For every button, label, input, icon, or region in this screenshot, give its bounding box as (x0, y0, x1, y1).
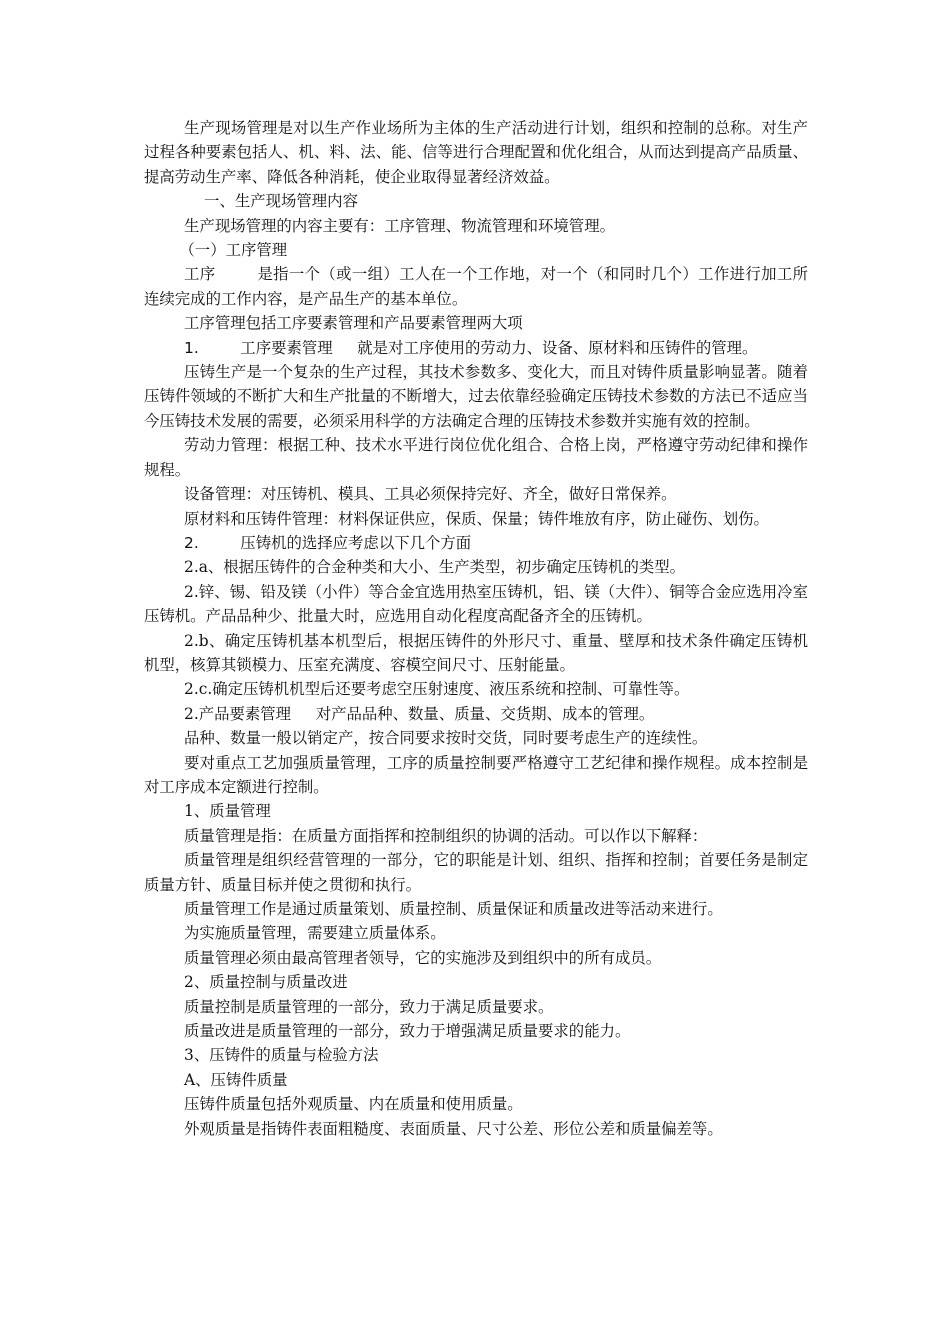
paragraph-die-casting: 压铸生产是一个复杂的生产过程，其技术参数多、变化大，而且对铸件质量影响显著。随着压铸件领域的不断扩大和生产批量的不断增大，过去依靠经验确定压铸技术参数的方法已不适应当今压铸技术发展的需要，必须采用科学的方法确定合理的压铸技术参数并实施有效的控制。 (144, 363, 808, 430)
paragraph-item-1 (144, 336, 808, 360)
paragraph-intro: 生产现场管理是对以生产作业场所为主体的生产活动进行计划，组织和控制的总称。对生产过程各种要素包括人、机、料、法、能、信等进行合理配置和优化组合，从而达到提高产品质量、提高劳动生产率、降低各种消耗，使企业取得显著经济效益。 (144, 119, 808, 186)
item-number-2: 2. (184, 533, 199, 552)
paragraph-quality-control: 质量控制是质量管理的一部分，致力于满足质量要求。 (184, 997, 554, 1016)
heading-quality-management: 1、质量管理 (184, 802, 271, 821)
paragraph-process-definition (144, 262, 808, 311)
subsection-heading-process: （一）工序管理 (179, 241, 288, 260)
paragraph-product-elements (144, 702, 808, 726)
paragraph-quality-function: 质量管理是组织经营管理的一部分，它的职能是计划、组织、指挥和控制；首要任务是制定质量方针、质量目标并使之贯彻和执行。 (144, 851, 808, 894)
item-number-1: 1. (184, 338, 199, 357)
paragraph-appearance-quality: 外观质量是指铸件表面粗糙度、表面质量、尺寸公差、形位公差和质量偏差等。 (184, 1119, 723, 1138)
paragraph-equipment: 设备管理：对压铸机、模具、工具必须保持完好、齐全，做好日常保养。 (184, 485, 677, 504)
paragraph-quality-improvement: 质量改进是质量管理的一部分，致力于增强满足质量要求的能力。 (184, 1022, 631, 1041)
paragraph-key-processes: 要对重点工艺加强质量管理，工序的质量控制要严格遵守工艺纪律和操作规程。成本控制是对工序成本定额进行控制。 (144, 753, 808, 796)
document-body (144, 116, 808, 1141)
item-title-1: 工序要素管理 (240, 338, 333, 357)
paragraph-quality-activities: 质量管理工作是通过质量策划、质量控制、质量保证和质量改进等活动来进行。 (184, 900, 723, 918)
term-process: 工序 (184, 265, 216, 284)
product-elements-text: 对产品品种、数量、质量、交货期、成本的管理。 (315, 704, 655, 723)
paragraph-variety-quantity: 品种、数量一般以销定产，按合同要求按时交货，同时要考虑生产的连续性。 (184, 729, 708, 748)
paragraph-quality-leadership: 质量管理必须由最高管理者领导，它的实施涉及到组织中的所有成员。 (184, 948, 662, 967)
paragraph-process-management: 工序管理包括工序要素管理和产品要素管理两大项 (184, 314, 523, 333)
paragraph-2a: 2.a、根据压铸件的合金种类和大小、生产类型，初步确定压铸机的类型。 (184, 558, 686, 577)
heading-casting-quality-a: A、压铸件质量 (184, 1070, 288, 1089)
item-title-2: 压铸机的选择应考虑以下几个方面 (240, 533, 472, 552)
paragraph-quality-definition: 质量管理是指：在质量方面指挥和控制组织的协调的活动。可以作以下解释： (184, 826, 708, 845)
paragraph-contents: 生产现场管理的内容主要有：工序管理、物流管理和环境管理。 (184, 216, 615, 235)
product-elements-title: 2.产品要素管理 (184, 704, 292, 723)
paragraph-materials: 原材料和压铸件管理：材料保证供应，保质、保量；铸件堆放有序，防止碰伤、划伤。 (184, 509, 769, 528)
paragraph-quality-system: 为实施质量管理，需要建立质量体系。 (184, 924, 446, 943)
paragraph-casting-quality-types: 压铸件质量包括外观质量、内在质量和使用质量。 (184, 1095, 523, 1114)
item-text-1: 就是对工序使用的劳动力、设备、原材料和压铸件的管理。 (357, 338, 758, 357)
heading-quality-control: 2、质量控制与质量改进 (184, 973, 348, 992)
paragraph-2-alloys: 2.锌、锡、铅及镁（小件）等合金宜选用热室压铸机，铝、镁（大件）、铜等合金应选用冷室压铸机。产品品种少、批量大时，应选用自动化程度高配备齐全的压铸机。 (144, 582, 808, 626)
paragraph-item-2 (144, 531, 808, 555)
process-definition-text: 是指一个（或一组）工人在一个工作地，对一个（和同时几个）工作进行加工所连续完成的工作内容，是产品生产的基本单位。 (144, 265, 808, 308)
paragraph-labor: 劳动力管理：根据工种、技术水平进行岗位优化组合、合格上岗，严格遵守劳动纪律和操作规程。 (144, 436, 808, 479)
heading-casting-quality: 3、压铸件的质量与检验方法 (184, 1046, 379, 1065)
section-heading-1: 一、生产现场管理内容 (204, 192, 358, 211)
paragraph-2c: 2.c.确定压铸机机型后还要考虑空压射速度、液压系统和控制、可靠性等。 (184, 680, 690, 699)
paragraph-2b: 2.b、确定压铸机基本机型后，根据压铸件的外形尺寸、重量、壁厚和技术条件确定压铸机机型，核算其锁模力、压室充满度、容模空间尺寸、压射能量。 (144, 631, 808, 674)
